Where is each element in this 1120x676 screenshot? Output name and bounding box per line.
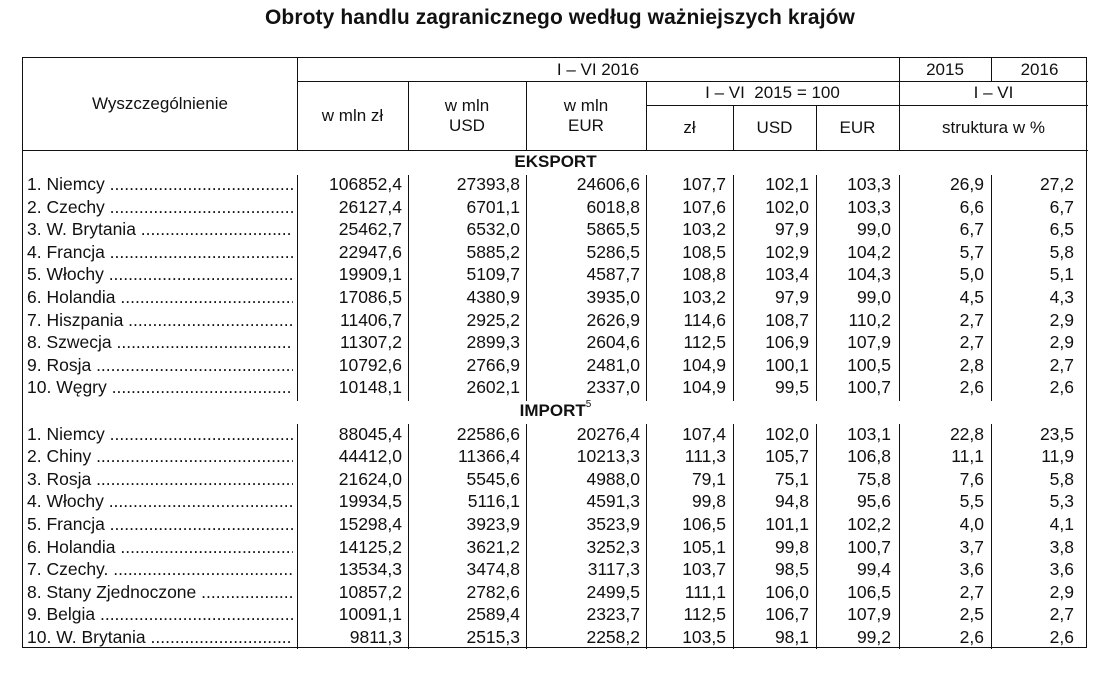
cell-usd: 2766,9 [466,354,520,375]
table-row [23,263,1088,286]
cell-i-pln: 111,1 [684,581,726,602]
cell-s2016: 5,1 [1049,264,1074,285]
cell-i-eur: 99,0 [856,219,891,240]
cell-i-eur: 103,3 [847,174,891,194]
cell-s2015: 3,6 [959,559,984,580]
country-name: 5. Francja ..... [27,513,293,536]
cell-eur: 2626,9 [586,309,640,330]
footnote-marker: 5 [585,399,592,411]
cell-i-pln: 103,5 [682,626,726,647]
cell-i-usd: 102,0 [765,423,809,444]
cell-i-eur: 104,2 [847,241,891,262]
table-row [23,626,1088,649]
cell-s2015: 2,7 [959,581,984,602]
cell-i-pln: 99,8 [691,491,726,512]
cell-i-eur: 95,6 [856,491,891,512]
cell-s2016: 6,5 [1049,219,1074,240]
country-name: 5. Włochy ..... [27,263,293,286]
cell-s2016: 3,6 [1049,559,1074,580]
cell-usd: 2589,4 [466,604,520,625]
cell-i-eur: 99,2 [856,626,891,647]
country-name: 4. Francja ..... [27,241,293,264]
cell-s2015: 6,7 [959,219,984,240]
cell-s2016: 4,3 [1049,287,1074,307]
cell-usd: 2899,3 [466,332,520,353]
cell-usd: 5885,2 [466,241,520,262]
cell-s2016: 2,7 [1049,604,1074,625]
header-mln-eur [526,81,646,150]
header-mln-usd-line1: w mln [444,95,490,115]
cell-i-eur: 99,4 [856,559,891,580]
cell-i-usd: 99,5 [774,377,809,398]
cell-pln: 10091,1 [338,604,402,625]
cell-pln: 19934,5 [338,491,402,512]
cell-eur: 4591,3 [586,491,640,512]
cell-usd: 2782,6 [466,581,520,602]
cell-s2016: 11,9 [1041,446,1074,467]
cell-usd: 2515,3 [466,626,520,647]
cell-eur: 4988,0 [586,468,640,489]
cell-s2015: 6,6 [959,196,984,217]
cell-s2016: 3,8 [1049,536,1074,557]
cell-i-eur: 103,3 [847,196,891,217]
cell-usd: 27393,8 [456,174,520,194]
cell-i-usd: 101,1 [765,513,809,534]
cell-i-usd: 103,4 [765,264,809,285]
cell-i-usd: 106,7 [765,604,809,625]
cell-usd: 5545,6 [466,468,520,489]
cell-pln: 17086,5 [338,287,402,307]
cell-pln: 11307,2 [340,332,402,353]
country-name: 3. Rosja ..... [27,468,293,491]
cell-usd: 6701,1 [466,196,520,217]
cell-eur: 5865,5 [586,219,640,240]
country-name: 10. Węgry ..... [27,376,293,399]
header-period-2016: I – VI 2016 [556,59,640,79]
country-name: 4. Włochy ..... [27,490,293,513]
cell-i-pln: 112,5 [683,332,726,353]
header-year-2015: 2015 [926,59,964,79]
cell-i-pln: 103,2 [682,287,726,307]
cell-i-eur: 102,2 [847,513,891,534]
cell-pln: 44412,0 [338,446,402,467]
cell-usd: 6532,0 [466,219,520,240]
cell-i-usd: 75,1 [774,468,809,489]
cell-i-eur: 106,5 [847,581,891,602]
header-mln-usd [408,81,526,150]
cell-s2016: 4,1 [1049,513,1074,534]
cell-i-usd: 98,5 [774,559,809,580]
cell-i-eur: 100,5 [847,354,891,375]
section-label-import [23,401,1088,421]
table-row [23,218,1088,241]
cell-s2016: 5,8 [1049,241,1074,262]
cell-i-usd: 99,8 [774,536,809,557]
cell-i-pln: 104,9 [682,354,726,375]
cell-i-usd: 97,9 [774,287,809,307]
cell-i-pln: 112,5 [683,604,726,625]
table-row [23,354,1088,377]
country-name: 2. Chiny ..... [27,445,293,468]
cell-i-eur: 107,9 [847,332,891,353]
cell-s2015: 2,7 [959,332,984,353]
cell-eur: 5286,5 [586,241,640,262]
country-name: 8. Stany Zjednoczone ..... [27,581,293,604]
table-row [23,173,1088,196]
header-index-zl: zł [683,117,696,137]
cell-i-usd: 98,1 [774,626,809,647]
cell-pln: 19909,1 [338,264,402,285]
country-name: 7. Hiszpania ..... [27,309,293,332]
cell-s2016: 5,8 [1049,468,1074,489]
section-label-export: EKSPORT [514,152,597,171]
cell-usd: 2602,1 [466,377,520,398]
cell-i-usd: 102,9 [765,241,809,262]
cell-usd: 5116,1 [467,491,520,512]
cell-usd: 3621,2 [466,536,520,557]
cell-s2016: 2,9 [1049,581,1074,602]
cell-i-eur: 99,0 [856,287,891,307]
cell-usd: 11366,4 [458,446,520,467]
table-row [23,376,1088,399]
cell-s2015: 2,5 [959,604,984,625]
cell-i-usd: 97,9 [774,219,809,240]
cell-i-eur: 103,1 [847,423,891,444]
header-struct-period: I – VI [973,83,1014,102]
cell-pln: 88045,4 [338,423,402,444]
cell-i-pln: 105,1 [682,536,726,557]
cell-pln: 25462,7 [338,219,402,240]
cell-s2016: 2,6 [1049,377,1074,398]
table-row [23,423,1088,446]
cell-eur: 6018,8 [586,196,640,217]
table-row [23,196,1088,219]
import-label-text: IMPORT [519,401,586,420]
cell-eur: 10213,3 [576,446,640,467]
cell-eur: 3252,3 [586,536,640,557]
cell-s2015: 5,0 [959,264,984,285]
cell-usd: 5109,7 [466,264,520,285]
country-name: 1. Niemcy ..... [27,423,293,446]
cell-i-pln: 108,8 [682,264,726,285]
country-name: 2. Czechy ..... [27,196,293,219]
header-index-base: I – VI 2015 = 100 [705,83,840,102]
cell-pln: 14125,2 [338,536,402,557]
cell-s2015: 22,8 [949,423,984,444]
cell-eur: 2323,7 [586,604,640,625]
cell-s2015: 11,1 [951,446,984,467]
country-name: 1. Niemcy ..... [27,173,293,196]
header-mln-usd-line2: USD [449,115,485,135]
cell-i-usd: 100,1 [765,354,809,375]
cell-s2015: 2,6 [959,377,984,398]
country-name: 9. Rosja ..... [27,354,293,377]
country-name: 3. W. Brytania ..... [27,218,293,241]
cell-s2015: 5,5 [959,491,984,512]
cell-i-eur: 104,3 [847,264,891,285]
cell-i-eur: 75,8 [856,468,891,489]
cell-s2015: 2,6 [959,626,984,647]
table-row [23,468,1088,491]
cell-i-pln: 103,2 [682,219,726,240]
cell-usd: 22586,6 [456,423,520,444]
table-row [23,241,1088,264]
cell-usd: 3923,9 [466,513,520,534]
cell-usd: 2925,2 [466,309,520,330]
cell-i-eur: 110,2 [848,309,891,330]
cell-i-pln: 114,6 [683,309,726,330]
header-mln-eur-line1: w mln [563,95,609,115]
cell-eur: 2604,6 [586,332,640,353]
cell-eur: 2258,2 [586,626,640,647]
cell-s2015: 2,7 [959,309,984,330]
cell-i-usd: 102,0 [765,196,809,217]
header-index-eur: EUR [839,117,876,137]
cell-i-eur: 100,7 [847,377,891,398]
cell-i-usd: 105,7 [765,446,809,467]
cell-i-usd: 102,1 [765,174,809,194]
cell-i-usd: 94,8 [774,491,809,512]
cell-s2015: 5,7 [959,241,984,262]
cell-pln: 9811,3 [349,626,402,647]
cell-i-eur: 107,9 [847,604,891,625]
cell-i-pln: 79,1 [691,468,726,489]
cell-s2015: 26,9 [949,174,984,194]
table-row [23,331,1088,354]
cell-pln: 22947,6 [338,241,402,262]
cell-s2015: 2,8 [959,354,984,375]
cell-usd: 4380,9 [466,287,520,307]
cell-i-pln: 103,7 [682,559,726,580]
cell-s2016: 2,9 [1049,309,1074,330]
cell-i-pln: 108,5 [682,241,726,262]
cell-s2016: 2,6 [1049,626,1074,647]
table-row [23,603,1088,626]
cell-i-pln: 111,3 [684,446,726,467]
table-row [23,558,1088,581]
cell-pln: 10857,2 [338,581,402,602]
country-name: 10. W. Brytania ..... [27,626,293,649]
cell-i-usd: 106,0 [765,581,809,602]
country-name: 9. Belgia ..... [27,603,293,626]
cell-eur: 4587,7 [586,264,640,285]
header-year-2016: 2016 [1020,59,1059,79]
cell-i-pln: 107,6 [682,196,726,217]
header-wyszczegolnienie: Wyszczególnienie [92,94,228,113]
table-row [23,490,1088,513]
cell-pln: 11406,7 [340,309,402,330]
table-row [23,309,1088,332]
cell-s2015: 4,5 [959,287,984,307]
cell-eur: 3523,9 [586,513,640,534]
header-mln-eur-line2: EUR [568,115,604,135]
cell-s2015: 4,0 [959,513,984,534]
cell-i-pln: 107,7 [682,174,726,194]
cell-i-pln: 106,5 [682,513,726,534]
cell-i-eur: 106,8 [847,446,891,467]
cell-eur: 20276,4 [576,423,640,444]
cell-s2016: 23,5 [1039,423,1074,444]
cell-i-usd: 106,9 [765,332,809,353]
cell-pln: 10792,6 [338,354,402,375]
cell-s2016: 5,3 [1049,491,1074,512]
cell-pln: 26127,4 [338,196,402,217]
table-row [23,445,1088,468]
cell-s2016: 2,9 [1049,332,1074,353]
cell-usd: 3474,8 [466,559,520,580]
country-name: 6. Holandia ..... [27,536,293,559]
cell-s2016: 6,7 [1049,196,1074,217]
header-index-usd: USD [756,117,793,137]
cell-eur: 3935,0 [586,287,640,307]
cell-pln: 13534,3 [338,559,402,580]
table-row [23,286,1088,309]
cell-pln: 10148,1 [338,377,402,398]
cell-eur: 3117,3 [587,559,640,580]
header-mln-zl: w mln zł [321,105,384,125]
cell-s2016: 2,7 [1049,354,1074,375]
cell-i-pln: 104,9 [682,377,726,398]
divider [23,150,1088,151]
cell-pln: 106852,4 [329,174,402,194]
cell-pln: 15298,4 [338,513,402,534]
cell-s2015: 7,6 [959,468,984,489]
table-row [23,513,1088,536]
cell-i-pln: 107,4 [682,423,726,444]
cell-pln: 21624,0 [338,468,402,489]
cell-eur: 2499,5 [586,581,640,602]
country-name: 7. Czechy. ..... [27,558,293,581]
trade-table [22,57,1087,648]
country-name: 6. Holandia ..... [27,286,293,309]
table-row [23,581,1088,604]
table-row [23,536,1088,559]
cell-eur: 24606,6 [576,174,640,194]
country-name: 8. Szwecja ..... [27,331,293,354]
cell-eur: 2337,0 [586,377,640,398]
cell-eur: 2481,0 [586,354,640,375]
cell-s2015: 3,7 [959,536,984,557]
header-struktura: struktura w % [942,117,1045,137]
cell-i-eur: 100,7 [847,536,891,557]
cell-s2016: 27,2 [1039,174,1074,194]
cell-i-usd: 108,7 [765,309,809,330]
table-title: Obroty handlu zagranicznego według ważniejszych krajów [264,6,855,29]
